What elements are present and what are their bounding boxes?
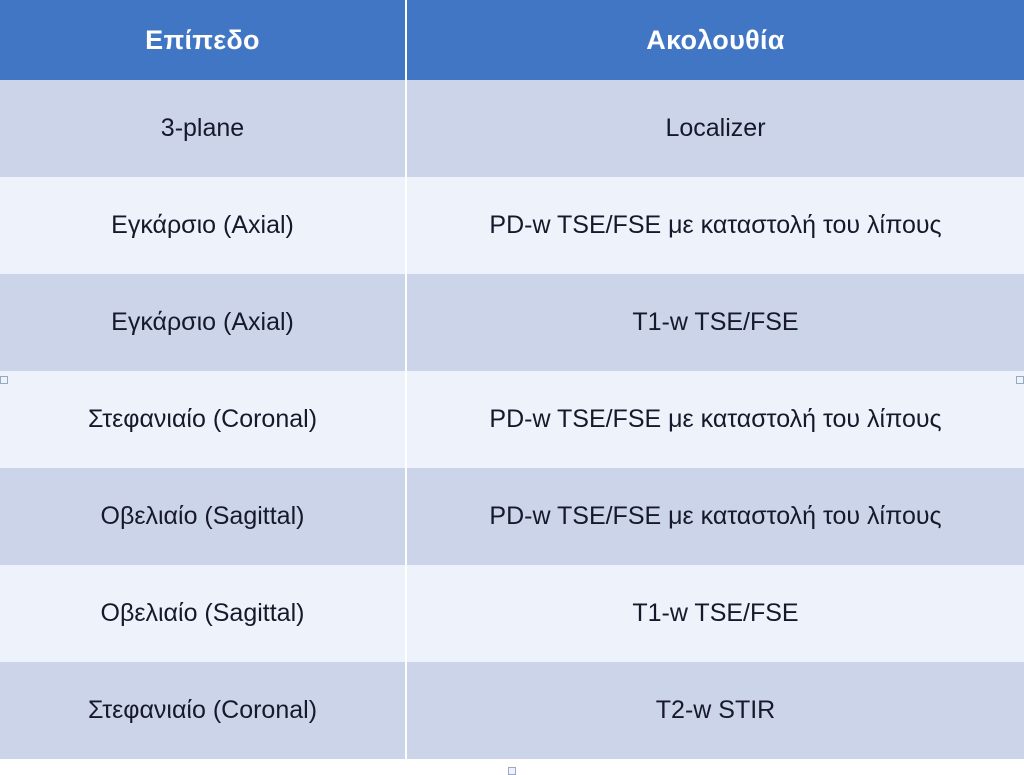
table-body	[0, 80, 1024, 759]
cell-plane: Εγκάρσιο (Axial)	[0, 274, 406, 371]
cell-sequence: T2-w STIR	[406, 662, 1024, 759]
table-row	[0, 371, 1024, 468]
cell-plane: Στεφανιαίο (Coronal)	[0, 662, 406, 759]
cell-plane: Οβελιαίο (Sagittal)	[0, 468, 406, 565]
selection-handle-bottom[interactable]	[508, 767, 516, 775]
header-cell-sequence: Ακολουθία	[406, 0, 1024, 80]
table-row	[0, 662, 1024, 759]
table-row	[0, 274, 1024, 371]
table-row	[0, 177, 1024, 274]
cell-sequence: Localizer	[406, 80, 1024, 177]
table-row	[0, 80, 1024, 177]
selection-handle-right[interactable]	[1016, 376, 1024, 384]
cell-plane: Εγκάρσιο (Axial)	[0, 177, 406, 274]
selection-handle-left[interactable]	[0, 376, 8, 384]
cell-sequence: T1-w TSE/FSE	[406, 565, 1024, 662]
table-header	[0, 0, 1024, 80]
table-row	[0, 468, 1024, 565]
cell-sequence: PD-w TSE/FSE με καταστολή του λίπους	[406, 371, 1024, 468]
cell-sequence: PD-w TSE/FSE με καταστολή του λίπους	[406, 468, 1024, 565]
cell-plane: Οβελιαίο (Sagittal)	[0, 565, 406, 662]
header-cell-plane: Επίπεδο	[0, 0, 406, 80]
cell-plane: Στεφανιαίο (Coronal)	[0, 371, 406, 468]
header-row	[0, 0, 1024, 80]
cell-plane: 3-plane	[0, 80, 406, 177]
cell-sequence: T1-w TSE/FSE	[406, 274, 1024, 371]
table-row	[0, 565, 1024, 662]
cell-sequence: PD-w TSE/FSE με καταστολή του λίπους	[406, 177, 1024, 274]
